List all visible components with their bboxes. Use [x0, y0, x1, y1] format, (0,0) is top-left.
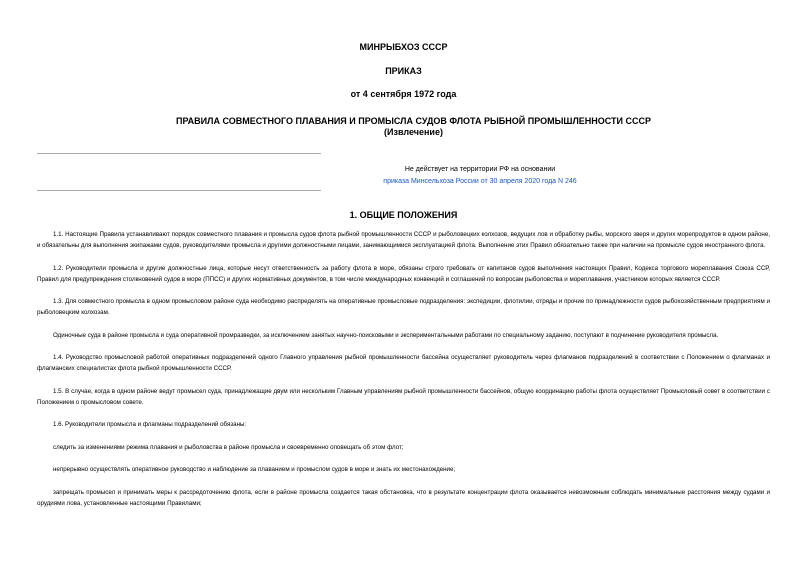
paragraph: 1.1. Настоящие Правила устанавливают порядок совместного плавания и промысла судов флота рыбной промышленности СССР и рыболовецких колхозов, ведущих лов и обработку рыбы, морского зверя и других морепродуктов в одном районе, и обязательны для выполнения экипажами судов, руководителями промысла и другими должностными лицами, занимающимися эксплуатацией флота. Выполнение этих Правил обязательно также при наличии на промысле судов иностранного флота. [37, 231, 770, 250]
validity-notice-text: Не действует на территории РФ на основании [404, 166, 556, 173]
paragraph: запрещать промысел и принимать меры к рассредоточению флота, если в районе промысла создается такая обстановка, что в результате концентрации флота оказывается невозможным соблюдать минимальные расстояния между судами и орудиями лова, установленные настоящими Правилами; [37, 488, 770, 507]
document-date: от 4 сентября 1972 года [350, 89, 457, 99]
document-subtitle: (Извлечение) [384, 127, 443, 137]
repeal-order-link[interactable]: приказа Минсельхоза России от 30 апреля 2020 года N 246 [383, 178, 577, 185]
section-body [37, 229, 770, 509]
paragraph: 1.2. Руководители промысла и другие должностные лица, которые несут ответственность за работу флота в море, обязаны строго требовать от капитанов судов выполнения настоящих Правил, Кодекса торгового мореплавания Союза ССР, Правил для предупреждения столкновений судов в море (ППСС) и других нормативных документов, в том числе международных конвенций и соглашений по вопросам рыболовства и мореплавания, участником которых является СССР. [37, 264, 770, 283]
document-title: ПРАВИЛА СОВМЕСТНОГО ПЛАВАНИЯ И ПРОМЫСЛА СУДОВ ФЛОТА РЫБНОЙ ПРОМЫШЛЕННОСТИ СССР [175, 116, 652, 126]
ministry-name: МИНРЫБХОЗ СССР [359, 42, 448, 52]
paragraph: Одиночные суда в районе промысла и суда оперативной промразведки, за исключением занятых научно-поисковыми и экспериментальными работами по специальному заданию, поступают в подчинение руководителя промысла. [53, 331, 719, 339]
paragraph: следить за изменениями режима плавания и рыболовства в районе промысла и своевременно оповещать об этом флот; [53, 443, 404, 451]
divider-top [37, 153, 321, 154]
validity-notice [300, 164, 660, 188]
document-type: ПРИКАЗ [385, 66, 422, 76]
divider-bottom [37, 190, 321, 191]
paragraph: 1.6. Руководители промысла и флагманы подразделений обязаны: [53, 421, 247, 429]
paragraph: непрерывно осуществлять оперативное руководство и наблюдение за плаванием и промыслом судов в море и знать их местонахождение; [53, 466, 456, 474]
paragraph: 1.5. В случае, когда в одном районе ведут промысел суда, принадлежащие двум или нескольким Главным управлениям рыбной промышленности бассейнов, общую координацию работы флота осуществляет Промысловый совет в соответствии с Положением о промысловом совете. [37, 387, 770, 406]
paragraph: 1.4. Руководство промысловой работой оперативных подразделений одного Главного управления рыбной промышленности бассейна осуществляет руководитель через флагманов подразделений в соответствии с Положением о флагманах и флагманских специалистах флота рыбной промышленности СССР. [37, 354, 770, 373]
paragraph: 1.3. Для совместного промысла в одном промысловом районе суда необходимо распределять на оперативные промысловые подразделения: экспедиции, флотилии, отряды и прочие по принадлежности судов рыбохозяйственным предприятиям и рыболовецким колхозам. [37, 298, 770, 317]
section-title: 1. ОБЩИЕ ПОЛОЖЕНИЯ [349, 210, 458, 220]
